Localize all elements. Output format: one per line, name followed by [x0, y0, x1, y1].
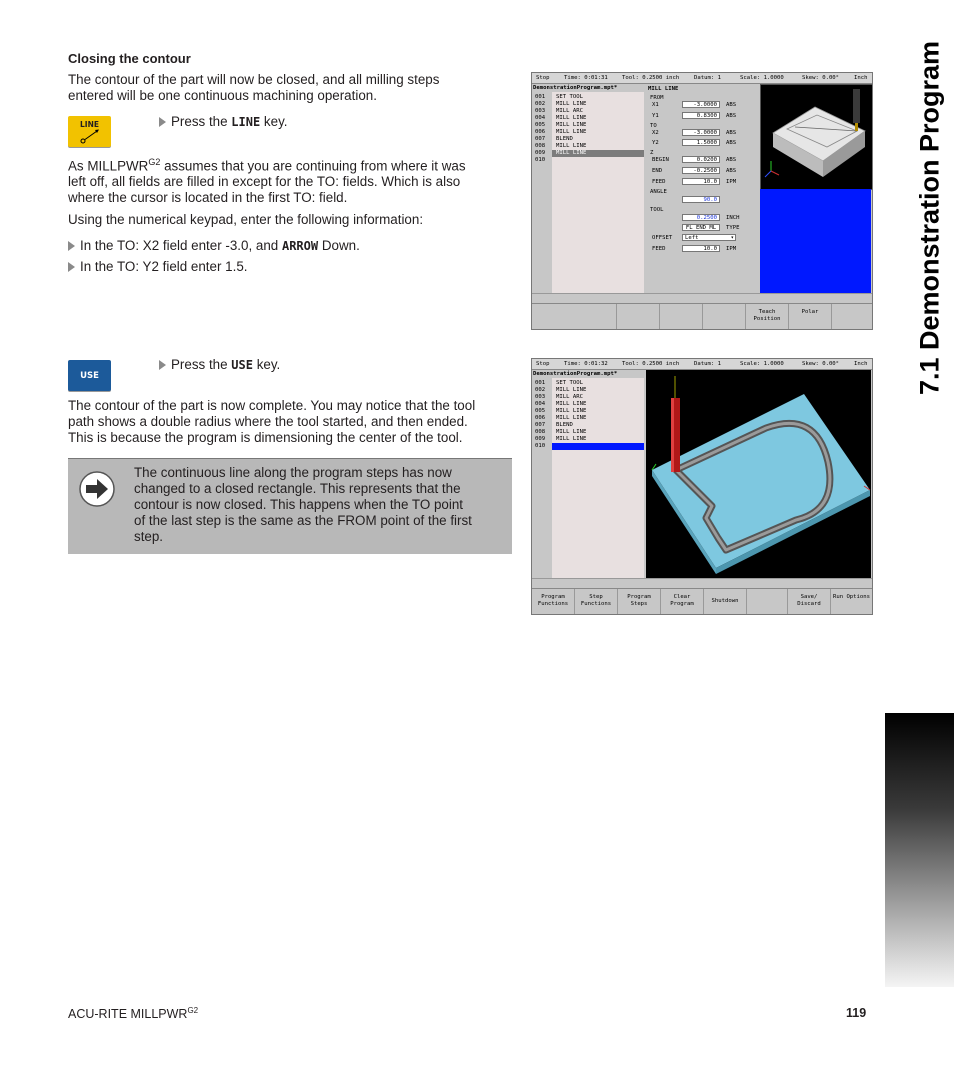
- status-mode: Stop: [536, 75, 550, 81]
- offset-label: OFFSET: [652, 235, 673, 241]
- program-name: DemonstrationProgram.mpt*: [533, 85, 618, 91]
- softkey-program-steps[interactable]: Program Steps: [618, 589, 661, 614]
- message-bar: [532, 578, 872, 588]
- abs-label: ABS: [726, 157, 737, 163]
- status-time: Time: 0:01:32: [564, 361, 608, 367]
- assume-text: assumes that you are continuing from where it was: [160, 158, 466, 174]
- note-box: [68, 458, 512, 554]
- abs-label: ABS: [726, 168, 737, 174]
- inch-label: INCH: [726, 215, 740, 221]
- step-arrow-icon: [159, 360, 166, 370]
- list-item[interactable]: 008 MILL LINE: [535, 429, 587, 435]
- abs-label: ABS: [726, 113, 737, 119]
- note-line: of the last step is the same as the FROM point of the first: [134, 513, 472, 528]
- abs-label: ABS: [726, 140, 737, 146]
- key-name: ARROW: [281, 239, 319, 253]
- toolpath-graphic: [646, 370, 871, 578]
- list-item[interactable]: 007 BLEND: [535, 422, 573, 428]
- x2-label: X2: [652, 130, 659, 136]
- list-item[interactable]: 003 MILL ARC: [535, 394, 583, 400]
- begin-label: BEGIN: [652, 157, 669, 163]
- status-datum: Datum: 1: [694, 75, 721, 81]
- status-bar: [532, 73, 872, 84]
- screenshot-closed-contour: [531, 358, 873, 615]
- softkey-shutdown[interactable]: Shutdown: [704, 589, 747, 614]
- step-arrow-icon: [68, 262, 75, 272]
- type-label: TYPE: [726, 225, 740, 231]
- begin-field[interactable]: 0.0200: [682, 156, 720, 163]
- softkey-bar: [532, 588, 872, 614]
- angle-label: ANGLE: [650, 189, 667, 195]
- ipm-label: IPM: [726, 246, 737, 252]
- softkey-blank[interactable]: [660, 304, 703, 329]
- x2-field[interactable]: -3.0000: [682, 129, 720, 136]
- softkey-blank[interactable]: [617, 304, 660, 329]
- z-label: Z: [650, 150, 654, 156]
- type-field[interactable]: FL END ML: [682, 224, 720, 231]
- side-tab-gradient: [885, 713, 954, 987]
- feed-label: FEED: [652, 179, 666, 185]
- status-skew: Skew: 0.00°: [802, 361, 840, 367]
- ipm-label: IPM: [726, 179, 737, 185]
- y2-label: Y2: [652, 140, 659, 146]
- status-skew: Skew: 0.00°: [802, 75, 840, 81]
- list-item[interactable]: 006 MILL LINE: [535, 415, 587, 421]
- y2-field[interactable]: 1.5000: [682, 139, 720, 146]
- status-time: Time: 0:01:31: [564, 75, 608, 81]
- use-key-icon: [68, 360, 111, 391]
- list-item[interactable]: 001 SET TOOL: [535, 380, 583, 386]
- list-item[interactable]: 006 MILL LINE: [535, 129, 587, 135]
- list-item[interactable]: 007 BLEND: [535, 136, 573, 142]
- list-item[interactable]: 004 MILL LINE: [535, 401, 587, 407]
- side-section-title: 7.1 Demonstration Program: [914, 40, 945, 396]
- footer-product-name: ACU-RITE MILLPWR: [68, 1007, 188, 1022]
- status-bar: [532, 359, 872, 370]
- program-step-list: [533, 92, 644, 293]
- status-tool: Tool: 0.2500 inch: [622, 361, 680, 367]
- step-arrow-icon: [159, 117, 166, 127]
- key-name: USE: [231, 358, 253, 372]
- offset-value: Left: [685, 235, 699, 241]
- program-name: DemonstrationProgram.mpt*: [533, 371, 618, 377]
- note-line: The continuous line along the program steps has now: [134, 465, 452, 480]
- list-item[interactable]: 005 MILL LINE: [535, 408, 587, 414]
- status-units: Inch: [854, 75, 868, 81]
- step-text: Down.: [318, 238, 360, 253]
- x1-label: X1: [652, 102, 659, 108]
- step-y2: [68, 259, 248, 275]
- softkey-clear-program[interactable]: Clear Program: [661, 589, 704, 614]
- assume-text: where the cursor is located in the first TO: field.: [68, 190, 348, 206]
- 3d-preview-view: [646, 370, 871, 578]
- arrow-right-icon: [77, 469, 117, 509]
- list-item[interactable]: 004 MILL LINE: [535, 115, 587, 121]
- list-item[interactable]: 010: [535, 157, 546, 163]
- use-key-label: USE: [80, 371, 99, 381]
- superscript: G2: [187, 1006, 199, 1015]
- softkey-step-functions[interactable]: Step Functions: [575, 589, 618, 614]
- line-key-icon: [68, 116, 111, 147]
- step-press-line: [159, 114, 288, 130]
- message-bar: [532, 293, 872, 303]
- softkey-save-discard[interactable]: Save/ Discard: [788, 589, 831, 614]
- from-label: FROM: [650, 95, 664, 101]
- complete-line: The contour of the part is now complete. You may notice that the tool: [68, 398, 476, 413]
- softkey-polar[interactable]: Polar: [789, 304, 832, 329]
- abs-label: ABS: [726, 130, 737, 136]
- note-text: [134, 465, 509, 545]
- intro-paragraph: [68, 72, 518, 104]
- list-item[interactable]: 002 MILL LINE: [535, 101, 587, 107]
- 3d-preview-view: [760, 84, 873, 190]
- intro-line: entered will be one continuous machining operation.: [68, 88, 377, 103]
- feed-label: FEED: [652, 246, 666, 252]
- step-text: key.: [252, 357, 281, 372]
- list-item-selected[interactable]: 009 MILL LINE: [535, 150, 587, 156]
- step-arrow-icon: [68, 241, 75, 251]
- status-scale: Scale: 1.0000: [740, 361, 784, 367]
- footer-product: [68, 1006, 198, 1021]
- softkey-bar: [532, 303, 872, 329]
- softkey-blank[interactable]: [532, 304, 617, 329]
- softkey-blank[interactable]: [703, 304, 746, 329]
- step-text: Press the: [171, 114, 232, 129]
- tool-label: TOOL: [650, 207, 664, 213]
- line-key-label: LINE: [80, 120, 99, 129]
- feed-field[interactable]: 10.0: [682, 178, 720, 185]
- intro-line: The contour of the part will now be closed, and all milling steps: [68, 72, 440, 87]
- softkey-blank[interactable]: [747, 589, 788, 614]
- page-number: 119: [846, 1006, 867, 1020]
- step-press-use: [159, 357, 280, 373]
- program-step-list: [533, 378, 644, 578]
- softkey-run-options[interactable]: Run Options: [832, 594, 871, 600]
- keypad-paragraph: Using the numerical keypad, enter the following information:: [68, 212, 424, 227]
- note-line: contour is now closed. This happens when the TO point: [134, 497, 464, 512]
- status-mode: Stop: [536, 361, 550, 367]
- superscript: G2: [148, 157, 161, 167]
- chevron-down-icon: ▾: [730, 235, 734, 241]
- form-heading: MILL LINE: [648, 86, 679, 92]
- status-datum: Datum: 1: [694, 361, 721, 367]
- note-line: step.: [134, 529, 164, 544]
- assume-text: As MILLPWR: [68, 158, 149, 174]
- screenshot-mill-line-form: [531, 72, 873, 330]
- to-label: TO: [650, 123, 657, 129]
- key-name: LINE: [231, 115, 261, 129]
- tool-field[interactable]: 0.2500: [682, 214, 720, 221]
- step-text: Press the: [171, 357, 232, 372]
- x1-field[interactable]: -3.0000: [682, 101, 720, 108]
- assume-paragraph: [68, 154, 518, 206]
- list-item[interactable]: 001 SET TOOL: [535, 94, 583, 100]
- y1-label: Y1: [652, 113, 659, 119]
- feed-field[interactable]: 10.0: [682, 245, 720, 252]
- softkey-teach-position[interactable]: Teach Position: [746, 304, 789, 329]
- step-x2: [68, 238, 360, 254]
- section-title: Closing the contour: [68, 51, 191, 66]
- offset-select[interactable]: [682, 234, 736, 241]
- step-text: In the TO: Y2 field enter 1.5.: [80, 259, 248, 274]
- complete-line: path shows a double radius where the tool started, and then ended.: [68, 414, 468, 429]
- step-text: In the TO: X2 field enter -3.0, and: [80, 238, 282, 253]
- status-tool: Tool: 0.2500 inch: [622, 75, 680, 81]
- blue-info-panel: [760, 189, 871, 293]
- list-item[interactable]: 003 MILL ARC: [535, 108, 583, 114]
- y1-field[interactable]: 0.8300: [682, 112, 720, 119]
- assume-text: left off, all fields are filled in except for the TO: fields. Which is also: [68, 174, 461, 190]
- list-item-selected[interactable]: 010: [535, 443, 546, 449]
- angle-field[interactable]: 90.0: [682, 196, 720, 203]
- complete-paragraph: [68, 398, 518, 446]
- end-field[interactable]: -0.2500: [682, 167, 720, 174]
- mill-line-form: [646, 84, 758, 293]
- complete-line: This is because the program is dimensioning the center of the tool.: [68, 430, 463, 445]
- note-line: changed to a closed rectangle. This represents that the: [134, 481, 461, 496]
- part-preview-graphic: [761, 85, 872, 189]
- abs-label: ABS: [726, 102, 737, 108]
- list-item[interactable]: 002 MILL LINE: [535, 387, 587, 393]
- list-item[interactable]: 009 MILL LINE: [535, 436, 587, 442]
- list-item[interactable]: 005 MILL LINE: [535, 122, 587, 128]
- softkey-program-functions[interactable]: Program Functions: [532, 589, 575, 614]
- status-scale: Scale: 1.0000: [740, 75, 784, 81]
- end-label: END: [652, 168, 663, 174]
- line-segment-icon: [68, 116, 111, 147]
- list-item[interactable]: 008 MILL LINE: [535, 143, 587, 149]
- status-units: Inch: [854, 361, 868, 367]
- step-text: key.: [260, 114, 288, 129]
